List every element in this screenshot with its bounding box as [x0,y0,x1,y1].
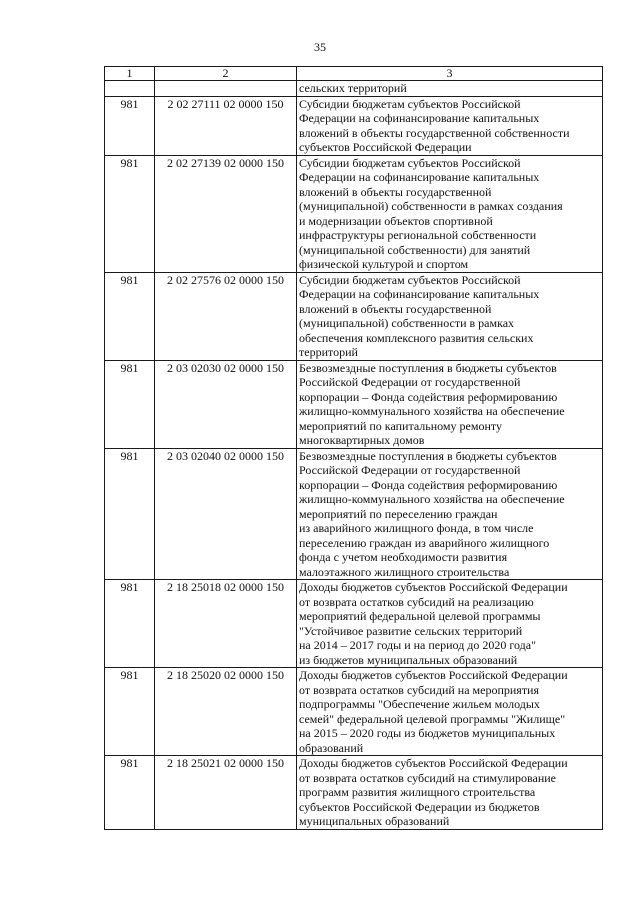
description-line: субъектов Российской Федерации из бюджетов [299,799,540,814]
table-row [105,81,603,97]
column-header-2: 2 [155,67,297,81]
revenue-code-cell [155,81,297,97]
revenue-code-cell: 2 02 27139 02 0000 150 [155,155,297,272]
admin-code-cell [105,81,155,97]
revenue-code-cell: 2 02 27576 02 0000 150 [155,272,297,360]
description-line: вложений в объекты государственной собственности [299,125,570,140]
description-line: муниципальных образований [299,814,450,828]
column-header-1: 1 [105,67,155,81]
revenue-code-cell: 2 18 25021 02 0000 150 [155,756,297,830]
description-line: Субсидии бюджетам субъектов Российской [299,272,521,287]
table-row [105,580,603,668]
table-row [105,668,603,756]
description-line: территорий [299,345,358,359]
description-line: подпрограммы "Обеспечение жильем молодых [299,697,540,711]
description-line: физической культурой и спортом [299,257,469,271]
column-header-3: 3 [297,67,603,81]
admin-code-cell: 981 [105,272,155,360]
description-line: Российской Федерации от государственной [299,463,521,477]
description-cell [297,448,603,580]
description-cell [297,81,603,97]
page-number: 35 [314,40,326,54]
admin-code-cell: 981 [105,580,155,668]
revenue-code-cell: 2 18 25020 02 0000 150 [155,668,297,756]
description-line: Доходы бюджетов субъектов Российской Федерации [299,580,568,594]
description-line: мероприятий по переселению граждан [299,506,498,521]
description-cell [297,756,603,830]
description-line: (муниципальной) собственности в рамках [299,316,515,330]
admin-code-cell: 981 [105,448,155,580]
description-cell [297,668,603,756]
description-line: обеспечения комплексного развития сельских [299,330,534,345]
budget-codes-table [104,66,603,830]
admin-code-cell: 981 [105,360,155,448]
description-line: вложений в объекты государственной [299,301,492,316]
table-row [105,756,603,830]
table-row [105,360,603,448]
description-cell [297,96,603,155]
description-line: субъектов Российской Федерации [299,140,472,154]
description-line: фонда с учетом необходимости развития [299,550,508,564]
revenue-code-cell: 2 02 27111 02 0000 150 [155,96,297,155]
description-line: Российской Федерации от государственной [299,375,521,389]
description-line: Доходы бюджетов субъектов Российской Федерации [299,756,568,770]
admin-code-cell: 981 [105,668,155,756]
table-row [105,155,603,272]
description-line: сельских территорий [299,81,407,95]
admin-code-cell: 981 [105,155,155,272]
description-line: семей" федеральной целевой программы "Жилище" [299,711,566,726]
description-line: Субсидии бюджетам субъектов Российской [299,96,521,111]
revenue-code-cell: 2 18 25018 02 0000 150 [155,580,297,668]
description-cell [297,272,603,360]
description-line: вложений в объекты государственной [299,184,492,199]
description-line: жилищно-коммунального хозяйства на обеспечение [299,492,565,506]
description-line: жилищно-коммунального хозяйства на обеспечение [299,404,565,418]
description-line: от возврата остатков субсидий на реализацию [299,594,534,609]
description-cell [297,360,603,448]
description-line: на 2015 – 2020 годы из бюджетов муниципальных [299,726,556,740]
description-cell [297,580,603,668]
table-row [105,96,603,155]
description-line: из аварийного жилищного фонда, в том числе [299,521,534,535]
description-line: малоэтажного жилищного строительства [299,564,510,579]
admin-code-cell: 981 [105,96,155,155]
description-line: Федерации на софинансирование капитальных [299,170,540,184]
description-line: на 2014 – 2017 годы и на период до 2020 года" [299,638,537,652]
description-line: мероприятий федеральной целевой программы [299,609,541,623]
description-line: Безвозмездные поступления в бюджеты субъектов [299,448,557,463]
description-line: мероприятий по капитальному ремонту [299,418,502,433]
admin-code-cell: 981 [105,756,155,830]
description-line: Федерации на софинансирование капитальных [299,111,540,125]
description-line: программ развития жилищного строительства [299,785,536,799]
description-line: (муниципальной собственности) для занятий [299,242,531,257]
revenue-code-cell: 2 03 02040 02 0000 150 [155,448,297,580]
description-line: многоквартирных домов [299,433,425,447]
table-row [105,448,603,580]
description-line: образований [299,740,364,755]
description-line: переселению граждан из аварийного жилищного [299,535,550,550]
description-line: Федерации на софинансирование капитальных [299,287,540,301]
description-line: "Устойчивое развитие сельских территорий [299,623,523,638]
description-line: из бюджетов муниципальных образований [299,652,518,667]
description-line: инфраструктуры региональной собственности [299,228,537,242]
table-header-row [105,67,603,81]
table-body [105,81,603,830]
description-line: Субсидии бюджетам субъектов Российской [299,155,521,170]
table-row [105,272,603,360]
description-line: корпорации – Фонда содействия реформированию [299,477,558,492]
description-line: от возврата остатков субсидий на мероприятия [299,682,539,697]
revenue-code-cell: 2 03 02030 02 0000 150 [155,360,297,448]
description-cell [297,155,603,272]
description-line: (муниципальной) собственности в рамках создания [299,199,563,213]
description-line: корпорации – Фонда содействия реформированию [299,389,558,404]
description-line: и модернизации объектов спортивной [299,213,493,228]
description-line: от возврата остатков субсидий на стимулирование [299,770,557,785]
description-line: Безвозмездные поступления в бюджеты субъектов [299,360,557,375]
description-line: Доходы бюджетов субъектов Российской Федерации [299,668,568,682]
